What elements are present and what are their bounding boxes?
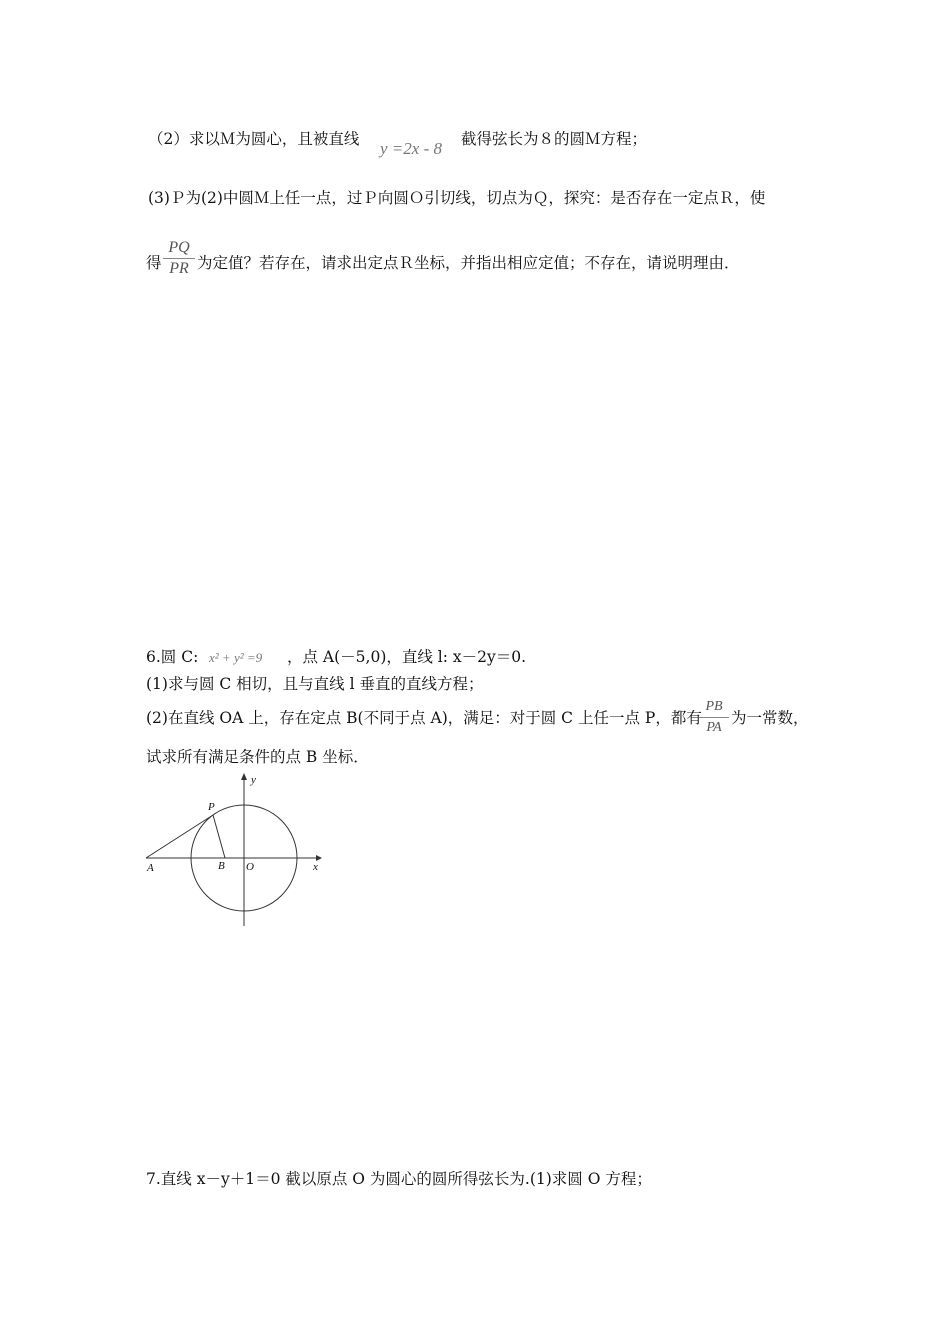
p6-q2-prefix: (2)在直线 OA 上，存在定点 B(不同于点 A)，满足：对于圆 C 上任一点 P，都有 <box>146 709 702 727</box>
p6-q2-line2: 试求所有满足条件的点 B 坐标． <box>146 748 369 766</box>
p6-q2-fraction <box>699 697 729 738</box>
p6-q2-fraction-denominator: PA <box>706 720 722 735</box>
label-x: x <box>313 861 318 873</box>
p6-geometry-figure <box>140 770 340 935</box>
p5-q2-line-equation: y =2x - 8 <box>380 139 442 158</box>
label-y: y <box>251 774 256 786</box>
p5-q3-fraction-numerator: PQ <box>163 238 195 259</box>
p6-q1: (1)求与圆 C 相切，且与直线 l 垂直的直线方程； <box>146 675 484 693</box>
p5-q3-fraction <box>163 238 195 279</box>
p6-q2-suffix: 为一常数， <box>731 709 809 727</box>
p5-q2-prefix: （2）求以Ｍ为圆心，且被直线 <box>148 130 360 148</box>
label-a: A <box>147 862 154 874</box>
p6-circle-equation: x² + y² =9 <box>209 650 263 665</box>
label-b: B <box>218 860 225 872</box>
p6-head-b: ，点 A(－5,0)，直线 l: x－2y＝0. <box>287 648 527 666</box>
segment-pa <box>146 815 213 858</box>
p6-q2-fraction-numerator: PB <box>699 697 729 718</box>
segment-pb <box>213 815 225 858</box>
p5-q3-line1: (3)Ｐ为(2)中圆Ｍ上任一点，过Ｐ向圆Ｏ引切线，切点为Ｑ，探究：是否存在一定点Ｒ，使 <box>148 189 766 207</box>
p5-q3-line2: 为定值？若存在，请求出定点Ｒ坐标，并指出相应定值；不存在，请说明理由． <box>197 254 740 272</box>
p7-text: 7.直线 x－y＋1＝0 截以原点 O 为圆心的圆所得弦长为.(1)求圆 O 方程； <box>146 1170 652 1188</box>
y-axis-arrow <box>241 773 247 780</box>
p6-head-a: 6.圆 C: <box>146 648 199 666</box>
p5-q3-de: 得 <box>146 254 162 272</box>
label-o: O <box>246 861 254 873</box>
label-p: P <box>208 801 215 813</box>
p5-q2-suffix: 截得弦长为８的圆Ｍ方程； <box>461 130 648 148</box>
p5-q3-fraction-denominator: PR <box>169 260 189 277</box>
